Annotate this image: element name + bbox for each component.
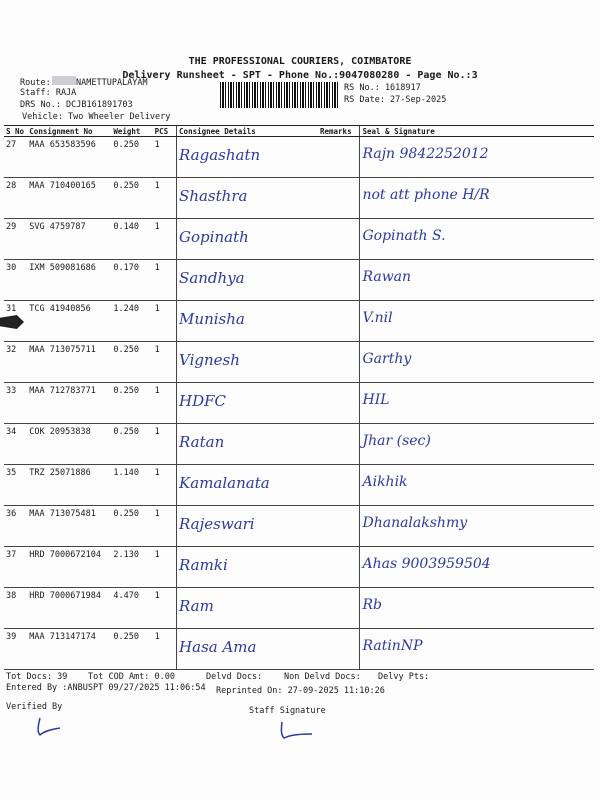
row-seal-signature [360,588,594,629]
row-sno: 33 [4,383,27,424]
row-pcs: 1 [153,137,177,178]
col-consignee: Consignee Details [177,126,318,137]
row-remarks [318,219,360,260]
staff-name: Staff: RAJA [20,88,77,98]
row-weight: 0.250 [111,506,152,547]
row-consignment-no: HRD 7000671984 [27,588,111,629]
row-seal-signature [360,465,594,506]
row-consignment-no: MAA 713075711 [27,342,111,383]
row-consignee-handwriting [177,383,318,424]
row-pcs: 1 [153,178,177,219]
row-pcs: 1 [153,424,177,465]
row-consignee-handwriting [177,547,318,588]
seal-signature-text: Aikhik [362,474,408,490]
row-remarks [318,178,360,219]
consignee-name: Ragashatn [179,146,261,164]
row-sno: 28 [4,178,27,219]
row-seal-signature [360,178,594,219]
row-sno: 30 [4,260,27,301]
row-weight: 4.470 [111,588,152,629]
table-row [4,506,594,547]
row-weight: 0.250 [111,424,152,465]
row-consignment-no: COK 20953838 [27,424,111,465]
redacted-mark [52,76,76,85]
row-pcs: 1 [153,260,177,301]
row-consignment-no: MAA 713075481 [27,506,111,547]
rs-number: RS No.: 1618917 [344,83,421,93]
rs-date: RS Date: 27-Sep-2025 [344,95,447,105]
consignee-name: Munisha [179,310,245,328]
row-weight: 0.250 [111,178,152,219]
row-consignment-no: TRZ 25071886 [27,465,111,506]
entered-by: Entered By :ANBUSPT 09/27/2025 11:06:54 [6,683,206,693]
reprinted-on: Reprinted On: 27-09-2025 11:10:26 [216,686,385,696]
col-consignment: Consignment No [27,126,111,137]
row-consignee-handwriting [177,301,318,342]
row-pcs: 1 [153,383,177,424]
col-remarks: Remarks [318,126,360,137]
consignee-name: Kamalanata [179,474,270,492]
total-docs: Tot Docs: 39 [6,672,68,682]
row-remarks [318,137,360,178]
row-seal-signature [360,260,594,301]
col-pcs: PCS [153,126,177,137]
row-consignment-no: MAA 710400165 [27,178,111,219]
company-title: THE PROFESSIONAL COURIERS, COIMBATORE [188,56,412,67]
seal-signature-text: Garthy [362,351,412,367]
route-value: NAMETTUPALAYAM [76,78,148,88]
row-weight: 0.250 [111,383,152,424]
row-consignee-handwriting [177,178,318,219]
seal-signature-text: Ahas 9003959504 [362,556,491,572]
seal-signature-text: Rajn 9842252012 [362,146,489,162]
consignee-name: Gopinath [179,228,249,246]
row-pcs: 1 [153,342,177,383]
row-pcs: 1 [153,219,177,260]
table-row [4,465,594,506]
seal-signature-text: V.nil [362,310,393,326]
col-seal: Seal & Signature [360,126,594,137]
staff-signature-mark [276,720,316,742]
seal-signature-text: Rawan [362,269,412,285]
row-consignee-handwriting [177,342,318,383]
row-remarks [318,383,360,424]
row-consignee-handwriting [177,506,318,547]
row-pcs: 1 [153,588,177,629]
delivered-docs: Delvd Docs: [206,672,263,682]
row-sno: 39 [4,629,27,670]
verified-by-label: Verified By [6,702,63,712]
consignee-name: Rajeswari [179,515,255,533]
row-consignment-no: IXM 509081686 [27,260,111,301]
consignee-name: Sandhya [179,269,245,287]
row-remarks [318,424,360,465]
row-consignee-handwriting [177,219,318,260]
row-consignment-no: HRD 7000672104 [27,547,111,588]
row-pcs: 1 [153,506,177,547]
consignee-name: Hasa Ama [179,638,257,656]
staff-signature-label: Staff Signature [249,706,326,716]
non-delivered-docs: Non Delvd Docs: [284,672,361,682]
row-pcs: 1 [153,301,177,342]
verifier-signature-mark [34,716,64,738]
row-remarks [318,588,360,629]
row-remarks [318,506,360,547]
row-weight: 0.250 [111,629,152,670]
table-row [4,219,594,260]
total-cod-amount: Tot COD Amt: 0.00 [88,672,175,682]
drs-number: DRS No.: DCJB161891703 [20,100,133,110]
table-row [4,301,594,342]
row-consignee-handwriting [177,465,318,506]
table-row [4,342,594,383]
consignee-name: HDFC [179,392,227,410]
row-consignee-handwriting [177,137,318,178]
row-weight: 0.250 [111,342,152,383]
row-consignee-handwriting [177,629,318,670]
row-consignment-no: SVG 4759787 [27,219,111,260]
row-weight: 0.140 [111,219,152,260]
consignee-name: Shasthra [179,187,248,205]
consignee-name: Ratan [179,433,225,451]
row-consignment-no: MAA 712783771 [27,383,111,424]
row-sno: 35 [4,465,27,506]
seal-signature-text: Dhanalakshmy [362,515,468,531]
row-seal-signature [360,383,594,424]
seal-signature-text: Gopinath S. [362,228,446,244]
row-consignment-no: MAA 653583596 [27,137,111,178]
delivery-points: Delvy Pts: [378,672,430,682]
row-remarks [318,465,360,506]
table-row [4,588,594,629]
row-seal-signature [360,342,594,383]
seal-signature-text: Jhar (sec) [362,433,431,449]
row-weight: 1.140 [111,465,152,506]
row-seal-signature [360,506,594,547]
row-seal-signature [360,137,594,178]
row-sno: 27 [4,137,27,178]
table-header-row [4,126,594,137]
row-pcs: 1 [153,629,177,670]
row-weight: 2.130 [111,547,152,588]
consignee-name: Ramki [179,556,228,574]
row-consignee-handwriting [177,260,318,301]
row-sno: 32 [4,342,27,383]
table-row [4,424,594,465]
row-consignee-handwriting [177,424,318,465]
row-remarks [318,301,360,342]
row-pcs: 1 [153,547,177,588]
table-row [4,629,594,670]
row-sno: 34 [4,424,27,465]
row-pcs: 1 [153,465,177,506]
seal-signature-text: RatinNP [362,638,423,654]
row-remarks [318,547,360,588]
col-weight: Weight [111,126,152,137]
row-remarks [318,342,360,383]
table-row [4,137,594,178]
row-weight: 1.240 [111,301,152,342]
consignee-name: Ram [179,597,214,615]
barcode-image [220,82,340,108]
row-seal-signature [360,301,594,342]
row-weight: 0.250 [111,137,152,178]
row-sno: 37 [4,547,27,588]
row-consignee-handwriting [177,588,318,629]
vehicle-type: Vehicle: Two Wheeler Delivery [22,112,171,122]
row-remarks [318,260,360,301]
row-consignment-no: TCG 41940856 [27,301,111,342]
row-consignment-no: MAA 713147174 [27,629,111,670]
row-weight: 0.170 [111,260,152,301]
route-label: Route: [20,78,51,88]
table-row [4,260,594,301]
table-row [4,547,594,588]
col-sno: S No [4,126,27,137]
table-row [4,383,594,424]
row-seal-signature [360,629,594,670]
table-row [4,178,594,219]
seal-signature-text: Rb [362,597,382,613]
row-seal-signature [360,424,594,465]
seal-signature-text: not att phone H/R [362,187,490,203]
row-sno: 31 [4,301,27,342]
row-sno: 38 [4,588,27,629]
row-sno: 36 [4,506,27,547]
row-sno: 29 [4,219,27,260]
consignee-name: Vignesh [179,351,240,369]
row-remarks [318,629,360,670]
seal-signature-text: HIL [362,392,390,408]
row-seal-signature [360,219,594,260]
runsheet-subtitle: Delivery Runsheet - SPT - Phone No.:9047080280 - Page No.:3 [122,70,478,81]
row-seal-signature [360,547,594,588]
delivery-table [4,125,594,670]
